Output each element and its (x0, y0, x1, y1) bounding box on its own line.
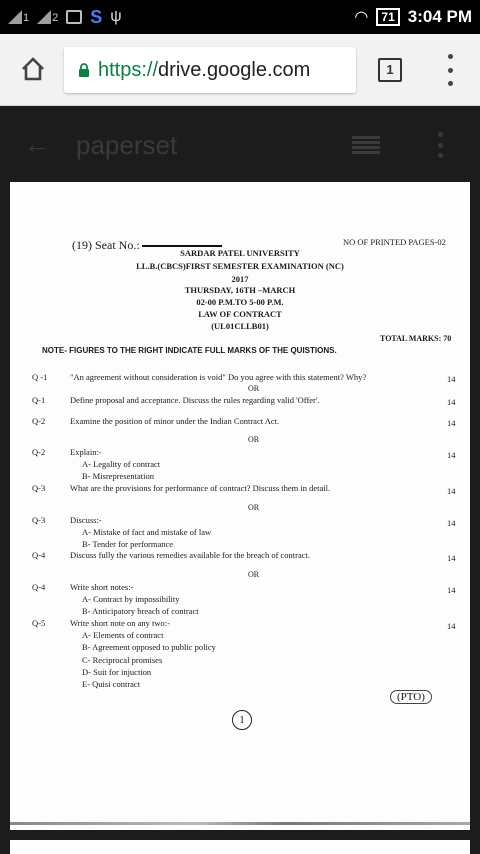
exam-name: LL.B.(CBCS)FIRST SEMESTER EXAMINATION (NC) (136, 261, 344, 271)
browser-toolbar (0, 34, 480, 106)
subject-name: LAW OF CONTRACT (198, 309, 282, 319)
question-text: "An agreement without consideration is void" Do you agree with this statement? Why? (70, 372, 367, 382)
subject-code: (UL01CLLB01) (211, 321, 269, 331)
question-marks: 14 (447, 553, 456, 563)
question-text: Discuss fully the various remedies available for the breach of contract. (70, 550, 311, 560)
question-text: Explain:- (70, 447, 102, 457)
sub-item: C- Reciprocal promises (82, 655, 163, 665)
question-text: What are the provisions for performance of contract? Discuss them in detail. (70, 483, 331, 493)
sub-item: A- Contract by impossibility (82, 594, 180, 604)
sub-item: A- Mistake of fact and mistake of law (82, 527, 212, 537)
sub-item: D- Suit for injuction (82, 667, 152, 677)
question-number: Q-4 (32, 582, 46, 592)
signal-sim1-icon: 1 (8, 10, 29, 24)
question-text: Discuss:- (70, 515, 102, 525)
signal-sim2-icon: 2 (37, 10, 58, 24)
question-marks: 14 (447, 397, 456, 407)
question-number: Q-1 (32, 395, 46, 405)
sub-item: B- Anticipatory breach of contract (82, 606, 199, 616)
usb-icon: ψ (110, 8, 122, 25)
question-marks: 14 (447, 621, 456, 631)
or-separator: OR (248, 503, 260, 512)
more-options-icon[interactable] (436, 132, 444, 158)
question-number: Q-4 (32, 550, 46, 560)
question-number: Q -1 (32, 372, 48, 382)
lock-icon (78, 63, 90, 77)
battery-indicator: 71 (376, 8, 399, 26)
page-number: 1 (232, 710, 252, 730)
tab-switcher-button[interactable]: 1 (378, 58, 402, 82)
instructions-note: NOTE- FIGURES TO THE RIGHT INDICATE FULL MARKS OF THE QUISTIONS. (42, 346, 337, 355)
question-text: Write short notes:- (70, 582, 134, 592)
address-bar[interactable] (64, 47, 356, 93)
seat-number: (19) Seat No.: (72, 238, 222, 253)
exam-time: 02-00 P.M.TO 5-00 P.M. (196, 297, 284, 307)
document-title: paperset (76, 130, 178, 160)
document-page (10, 182, 470, 830)
question-marks: 14 (447, 585, 456, 595)
sub-item: B- Agreement opposed to public policy (82, 642, 216, 652)
question-number: Q-3 (32, 515, 46, 525)
question-marks: 14 (447, 418, 456, 428)
or-separator: OR (248, 384, 260, 393)
home-icon[interactable] (20, 56, 46, 82)
printed-pages: NO OF PRINTED PAGES-02 (343, 237, 446, 247)
sub-item: E- Quisi contract (82, 679, 141, 689)
sub-item: A- Legality of contract (82, 459, 161, 469)
viewer-header (0, 106, 480, 182)
pto-mark: (PTO) (390, 690, 432, 704)
sub-item: A- Elements of contract (82, 630, 164, 640)
next-page-edge (10, 840, 470, 854)
app-notification-icon: S (90, 6, 103, 27)
clock: 3:04 PM (407, 7, 472, 26)
exam-year: 2017 (231, 274, 249, 284)
url-text[interactable]: https://drive.google.com (98, 58, 311, 81)
overflow-menu-icon[interactable] (438, 54, 462, 86)
university-name: SARDAR PATEL UNIVERSITY (180, 248, 300, 258)
status-bar (0, 0, 480, 34)
or-separator: OR (248, 570, 260, 579)
question-text: Examine the position of minor under the Indian Contract Act. (70, 416, 280, 426)
sub-item: B- Tender for performance (82, 539, 174, 549)
question-number: Q-3 (32, 483, 46, 493)
scan-edge (10, 822, 470, 825)
question-number: Q-5 (32, 618, 46, 628)
total-marks: TOTAL MARKS: 70 (380, 334, 452, 343)
question-number: Q-2 (32, 416, 46, 426)
image-notification-icon (66, 10, 82, 24)
list-view-icon[interactable] (352, 136, 380, 154)
question-marks: 14 (447, 450, 456, 460)
or-separator: OR (248, 435, 260, 444)
question-marks: 14 (447, 486, 456, 496)
question-marks: 14 (447, 374, 456, 384)
exam-date: THURSDAY, 16TH –MARCH (184, 285, 296, 295)
question-number: Q-2 (32, 447, 46, 457)
question-text: Define proposal and acceptance. Discuss the rules regarding valid 'Offer'. (70, 395, 320, 405)
wifi-icon: ◠ (354, 9, 369, 26)
question-text: Write short note on any two:- (70, 618, 170, 628)
back-arrow-icon[interactable]: ← (24, 129, 50, 159)
sub-item: B- Misrepresentation (82, 471, 154, 481)
question-marks: 14 (447, 518, 456, 528)
